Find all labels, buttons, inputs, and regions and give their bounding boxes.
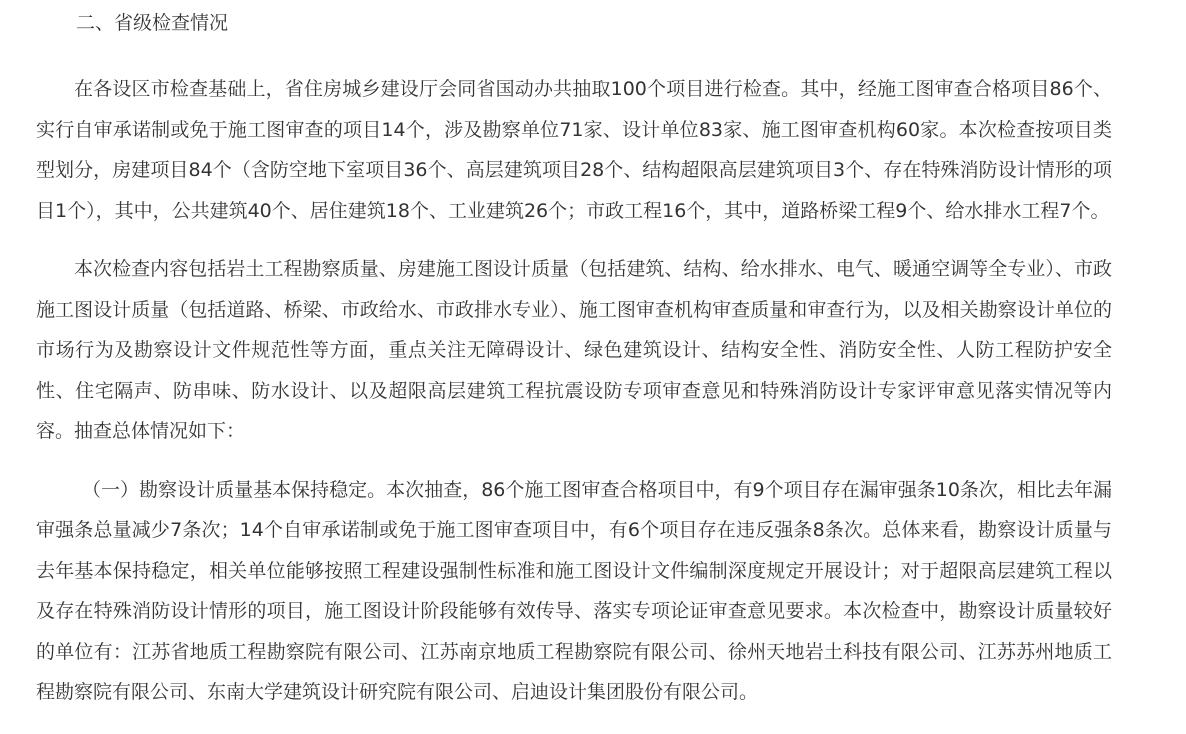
section-heading: 二、省级检查情况 [76, 12, 229, 34]
paragraph-quality-stable: （一）勘察设计质量基本保持稳定。本次抽查，86个施工图审查合格项目中，有9个项目存在漏审强条10条次，相比去年漏审强条总量减少7条次；14个自审承诺制或免于施工图审查项目中，有6个项目存在违反强条8条次。总体来看，勘察设计质量与去年基本保持稳定，相关单位能够按照工程建设强制性标准和施工图设计文件编制深度规定开展设计；对于超限高层建筑工程以及存在特殊消防设计情形的项目，施工图设计阶段能够有效传导、落实专项论证审查意见要求。本次检查中，勘察设计质量较好的单位有：江苏省地质工程勘察院有限公司、江苏南京地质工程勘察院有限公司、徐州天地岩土科技有限公司、江苏苏州地质工程勘察院有限公司、东南大学建筑设计研究院有限公司、启迪设计集团股份有限公司。 [36, 478, 1112, 703]
paragraph-project-overview: 在各设区市检查基础上，省住房城乡建设厅会同省国动办共抽取100个项目进行检查。其中，经施工图审查合格项目86个、实行自审承诺制或免于施工图审查的项目14个，涉及勘察单位71家、设计单位83家、施工图审查机构60家。本次检查按项目类型划分，房建项目84个（含防空地下室项目36个、高层建筑项目28个、结构超限高层建筑项目3个、存在特殊消防设计情形的项目1个），其中，公共建筑40个、居住建筑18个、工业建筑26个；市政工程16个，其中，道路桥梁工程9个、给水排水工程7个。 [36, 78, 1112, 222]
article-body [36, 0, 1112, 713]
paragraph-inspection-scope: 本次检查内容包括岩土工程勘察质量、房建施工图设计质量（包括建筑、结构、给水排水、电气、暖通空调等全专业）、市政施工图设计质量（包括道路、桥梁、市政给水、市政排水专业）、施工图审查机构审查质量和审查行为，以及相关勘察设计单位的市场行为及勘察设计文件规范性等方面，重点关注无障碍设计、绿色建筑设计、结构安全性、消防安全性、人防工程防护安全性、住宅隔声、防串味、防水设计、以及超限高层建筑工程抗震设防专项审查意见和特殊消防设计专家评审意见落实情况等内容。抽查总体情况如下： [36, 258, 1112, 442]
